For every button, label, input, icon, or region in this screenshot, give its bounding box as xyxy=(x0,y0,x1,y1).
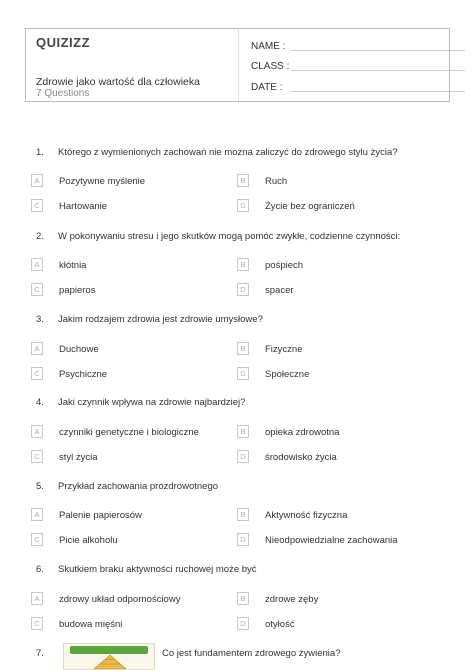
question-4 xyxy=(36,397,245,408)
option-letter-box: A xyxy=(31,174,43,187)
option-text: Fizyczne xyxy=(265,344,303,355)
option-text: zdrowy układ odpornościowy xyxy=(59,594,181,605)
option-text: Społeczne xyxy=(265,369,310,380)
option-text: Pozytywne myślenie xyxy=(59,176,146,187)
option-letter-box: C xyxy=(31,283,43,296)
option-letter-box: A xyxy=(31,508,43,521)
header-divider xyxy=(238,29,239,101)
class-field[interactable] xyxy=(251,61,441,72)
question-7 xyxy=(36,648,58,659)
option-letter-box: D xyxy=(237,533,249,546)
question-5 xyxy=(36,481,218,492)
option-text: Duchowe xyxy=(59,344,99,355)
option-letter-box: C xyxy=(31,367,43,380)
option-text: Psychiczne xyxy=(59,369,108,380)
question-number: 5. xyxy=(36,481,44,492)
option-text: kłótnia xyxy=(59,260,87,271)
question-6 xyxy=(36,564,257,575)
option-text: Hartowanie xyxy=(59,201,108,212)
date-line xyxy=(291,91,465,92)
option-text: papieros xyxy=(59,285,96,296)
option-letter-box: B xyxy=(237,258,249,271)
question-2 xyxy=(36,231,400,242)
question-number: 1. xyxy=(36,147,44,158)
option-letter-box: B xyxy=(237,425,249,438)
question-text: W pokonywaniu stresu i jego skutków mogą pomóc zwykłe, codzienne czynności: xyxy=(58,231,401,242)
question-text: Jakim rodzajem zdrowia jest zdrowie umysłowe? xyxy=(58,314,263,325)
question-text: Którego z wymienionych zachowań nie można zaliczyć do zdrowego stylu życia? xyxy=(58,147,398,158)
worksheet-title: Zdrowie jako wartość dla człowieka xyxy=(36,76,200,88)
quizizz-logo: QUIZIZZ xyxy=(36,35,91,50)
name-field[interactable] xyxy=(251,41,441,52)
option-letter-box: A xyxy=(31,258,43,271)
question-text: Skutkiem braku aktywności ruchowej może być xyxy=(58,564,257,575)
option-text: Aktywność fizyczna xyxy=(265,510,348,521)
option-text: Życie bez ograniczeń xyxy=(265,201,355,212)
option-letter-box: D xyxy=(237,199,249,212)
question-count: 7 Questions xyxy=(36,88,90,99)
question-3 xyxy=(36,314,263,325)
option-letter-box: C xyxy=(31,533,43,546)
question-7-text: Co jest fundamentem zdrowego żywienia? xyxy=(162,648,341,659)
option-text: czynniki genetyczne i biologiczne xyxy=(59,427,199,438)
option-text: Palenie papierosów xyxy=(59,510,142,521)
option-text: zdrowe zęby xyxy=(265,594,319,605)
worksheet-header xyxy=(25,28,450,102)
option-letter-box: C xyxy=(31,199,43,212)
question-number: 2. xyxy=(36,231,44,242)
class-label: CLASS : xyxy=(251,61,290,72)
option-letter-box: A xyxy=(31,425,43,438)
option-text: otyłość xyxy=(265,619,295,630)
food-pyramid-image xyxy=(63,643,155,670)
question-text: Przykład zachowania prozdrowotnego xyxy=(58,481,219,492)
pyramid-banner xyxy=(70,646,148,654)
name-line xyxy=(291,50,465,51)
option-text: Nieodpowiedzialne zachowania xyxy=(265,535,398,546)
question-text: Jaki czynnik wpływa na zdrowie najbardziej? xyxy=(58,397,246,408)
class-line xyxy=(291,70,465,71)
option-text: środowisko życia xyxy=(265,452,337,463)
name-label: NAME : xyxy=(251,41,286,52)
option-text: budowa mięśni xyxy=(59,619,123,630)
option-text: Picie alkoholu xyxy=(59,535,118,546)
option-letter-box: D xyxy=(237,367,249,380)
option-text: spacer xyxy=(265,285,294,296)
date-field[interactable] xyxy=(251,82,441,93)
question-1 xyxy=(36,147,398,158)
option-letter-box: B xyxy=(237,174,249,187)
option-letter-box: B xyxy=(237,342,249,355)
option-letter-box: D xyxy=(237,450,249,463)
question-number: 3. xyxy=(36,314,44,325)
option-letter-box: D xyxy=(237,617,249,630)
option-text: Ruch xyxy=(265,176,288,187)
option-letter-box: B xyxy=(237,508,249,521)
option-letter-box: A xyxy=(31,342,43,355)
option-letter-box: D xyxy=(237,283,249,296)
question-number: 7. xyxy=(36,648,44,659)
option-letter-box: C xyxy=(31,450,43,463)
date-label: DATE : xyxy=(251,82,283,93)
option-text: pośpiech xyxy=(265,260,304,271)
option-letter-box: B xyxy=(237,592,249,605)
option-letter-box: C xyxy=(31,617,43,630)
question-number: 4. xyxy=(36,397,44,408)
question-number: 6. xyxy=(36,564,44,575)
option-text: styl życia xyxy=(59,452,98,463)
pyramid-icon xyxy=(92,654,128,670)
option-letter-box: A xyxy=(31,592,43,605)
option-text: opieka zdrowotna xyxy=(265,427,340,438)
